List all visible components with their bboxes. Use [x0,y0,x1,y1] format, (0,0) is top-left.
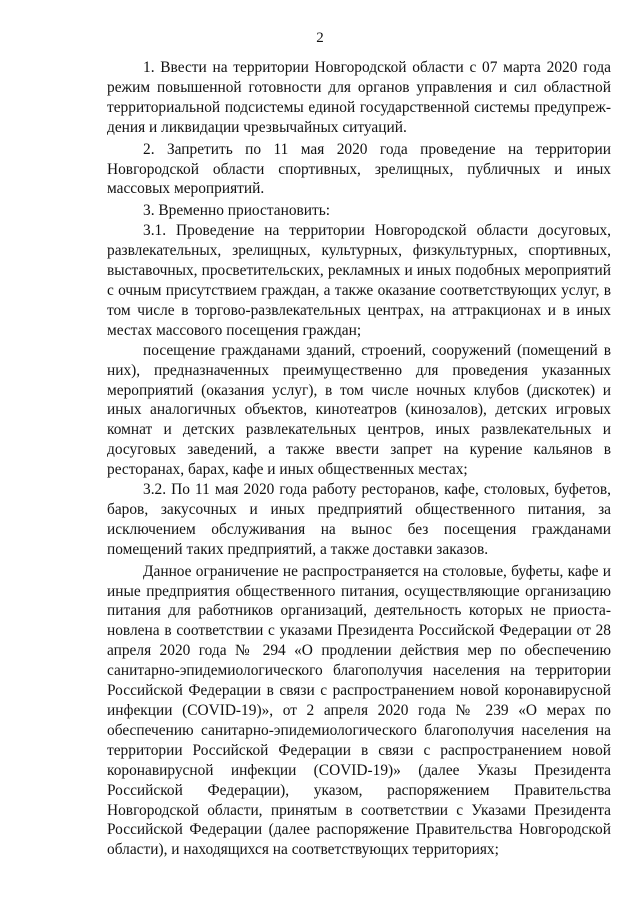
paragraph-3-suspend-heading: 3. Временно приостановить: [143,202,331,220]
paragraph-3-2-catering-suspension: 3.2. По 11 мая 2020 года работу ресторанов, кафе, столовых, буфетов, баров, закусочных и иных предприятий общественного питания, за исключением обслуживания на вынос без посещения гражданами помещений таких предприятий, а также доставки заказов. [107,481,611,558]
document-body [107,58,611,860]
paragraph-2-mass-events-ban: 2. Запретить по 11 мая 2020 года проведение на территории Новгородской области спортивных, зрелищных, публичных и иных массовых мероприятий. [107,140,611,198]
page-number: 2 [316,30,324,46]
paragraph-visits-suspension: посещение гражданами зданий, строений, сооружений (помещений в них), предназначенных преимущественно для проведения указанных мероприятий (оказания услуг), в том числе ночных клубов (дискотек) и иных аналогичных объектов, кинотеатров (кинозалов), детских игровых комнат и детских развлекательных центров, иных развлекательных и досуговых заведений, а также ввести запрет на курение кальянов в ресторанах, барах, кафе и иных общественных местах; [107,341,611,479]
paragraph-1-high-alert-regime: 1. Ввести на территории Новгородской области с 07 марта 2020 года режим повышенной готовности для органов управления и сил областной территориальной подсистемы единой государственной системы предупреждения и ликвидации чрезвычайных ситуаций. [107,59,611,136]
paragraph-3-1-events-suspension: 3.1. Проведение на территории Новгородской области досуговых, развлекательных, зрелищных, культурных, физкультурных, спортивных, выставочных, просветительских, рекламных и иных подобных мероприятий с очным присутствием граждан, а также оказание соответствующих услуг, в том числе в торгово-развлекательных центрах, на аттракционах и в иных местах массового посещения граждан; [107,222,611,339]
paragraph-catering-exception: Данное ограничение не распространяется на столовые, буфеты, кафе и иные предприятия общественного питания, осуществляющие организацию питания для работников организаций, деятельность которых не приостановлена в соответствии с указами Президента Российской Федерации от 28 апреля 2020 года № 294 «О продлении действия мер по обеспечению санитарно-эпидемиологического благополучия населения на территории Российской Федерации в связи с распространением новой коронавирусной инфекции (COVID-19)», от 2 апреля 2020 года № 239 «О мерах по обеспечению санитарно-эпидемиологического благополучия населения на территории Российской Федерации в связи с распространением новой коронавирусной инфекции (COVID-19)» (далее Указы Президента Российской Федерации), указом, распоряжением Правительства Новгородской области, принятым в соответствии с Указами Президента Российской Федерации (далее распоряжение Правительства Новгородской области), и находящихся на соответствующих территориях; [107,562,611,859]
